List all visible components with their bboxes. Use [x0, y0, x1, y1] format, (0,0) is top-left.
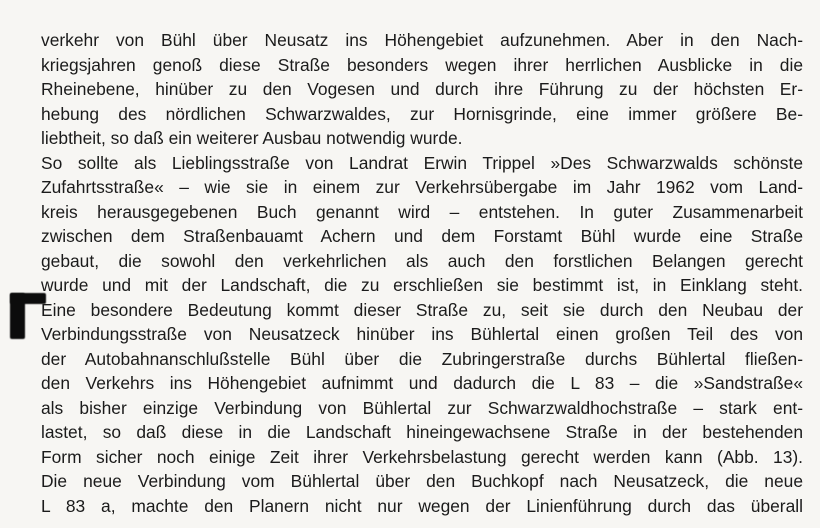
- text-line: der Autobahnanschlußstelle Bühl über die Zubringerstraße durchs Bühlertal fließen-: [41, 348, 803, 369]
- text-line: verkehr von Bühl über Neusatz ins Höhengebiet aufzunehmen. Aber in den Nach-: [41, 30, 803, 50]
- text-line: Rheinebene, hinüber zu den Vogesen und durch ihre Führung zu der höchsten Er-: [41, 79, 803, 99]
- text-line: wurde und mit der Landschaft, die zu erschließen sie bestimmt ist, in Einklang steht.: [41, 275, 803, 295]
- text-line: Form sicher noch einige Zeit ihrer Verkehrsbelastung gerecht werden kann (Abb. 13).: [41, 446, 803, 467]
- text-line: L 83 a, machte den Planern nicht nur wegen der Linienführung durch das überall: [41, 495, 803, 516]
- text-line: Verbindungsstraße von Neusatzeck hinüber ins Bühlertal einen großen Teil des von: [41, 324, 803, 344]
- text-line: kriegsjahren genoß diese Straße besonders wegen ihrer herrlichen Ausblicke in die: [41, 54, 803, 75]
- body-text: [41, 28, 803, 518]
- text-line: Eine besondere Bedeutung kommt dieser Straße zu, seit sie durch den Neubau der: [41, 299, 803, 320]
- text-line: lastet, so daß diese in die Landschaft hineingewachsene Straße in der bestehenden: [41, 422, 803, 442]
- text-line: Zufahrtsstraße« – wie sie in einem zur Verkehrsübergabe im Jahr 1962 vom Land-: [41, 177, 803, 197]
- text-line: Die neue Verbindung vom Bühlertal über den Buchkopf nach Neusatzeck, die neue: [41, 471, 803, 491]
- text-line: den Verkehrs ins Höhengebiet aufnimmt und dadurch die L 83 – die »Sandstraße«: [41, 373, 803, 393]
- text-line: So sollte als Lieblingsstraße von Landrat Erwin Trippel »Des Schwarzwalds schönste: [41, 152, 803, 173]
- text-line: liebtheit, so daß ein weiterer Ausbau notwendig wurde.: [41, 128, 463, 148]
- text-line: hebung des nördlichen Schwarzwaldes, zur Hornisgrinde, eine immer größere Be-: [41, 103, 803, 124]
- text-line: zwischen dem Straßenbauamt Achern und dem Forstamt Bühl wurde eine Straße: [41, 226, 803, 246]
- text-line: als bisher einzige Verbindung von Bühlertal zur Schwarzwaldhochstraße – stark ent-: [41, 397, 803, 418]
- text-line: gebaut, die sowohl den verkehrlichen als auch den forstlichen Belangen gerecht: [41, 250, 803, 271]
- text-line: kreis herausgegebenen Buch genannt wird – entstehen. In guter Zusammenarbeit: [41, 201, 803, 222]
